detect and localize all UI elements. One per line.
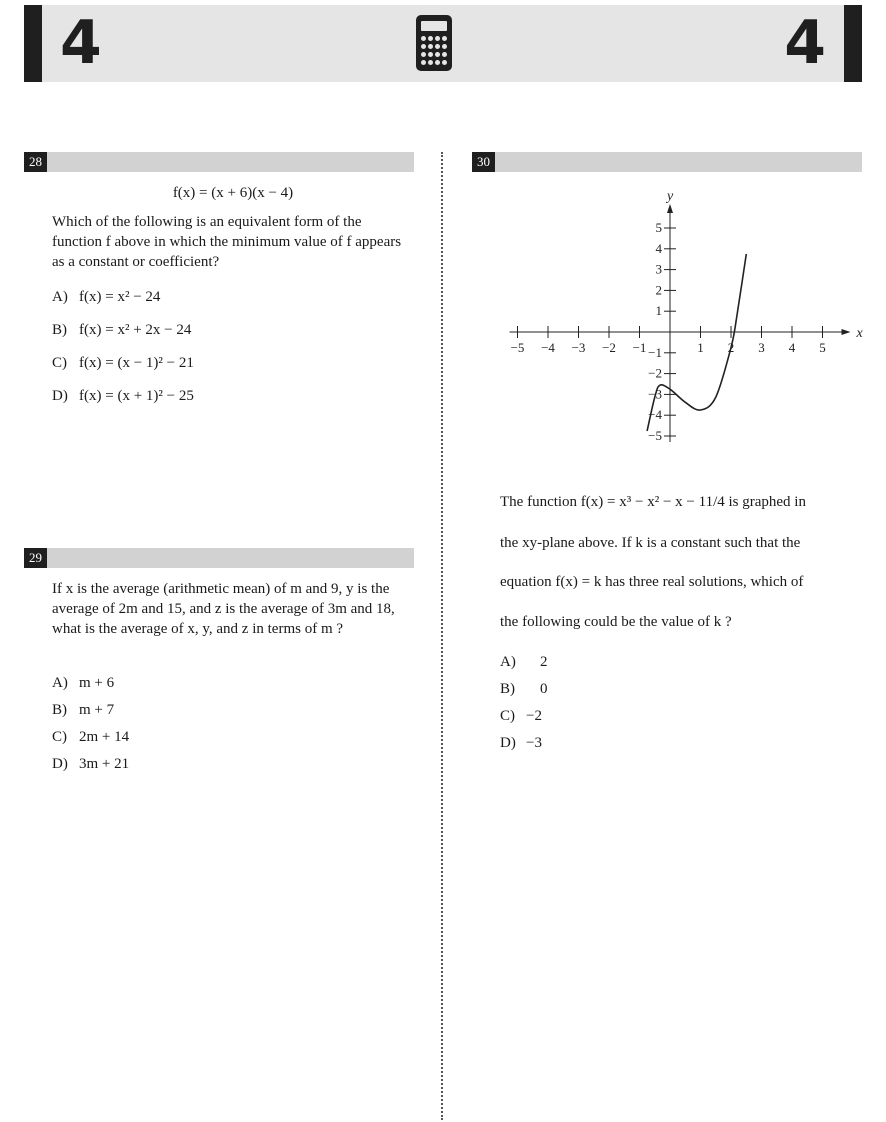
x-axis-arrow [842,329,851,335]
q30-stem-line-1: The function f(x) = x³ − x² − x − 11/4 is graphed in [500,494,806,510]
cubic-function-graph [480,180,880,450]
column-divider [441,152,443,1120]
y-tick-label: 4 [655,240,662,256]
y-tick-label: −2 [648,365,662,381]
x-tick-label: −3 [571,340,586,355]
q28-equation: f(x) = (x + 6)(x − 4) [172,185,294,201]
x-tick-label: 2 [727,340,735,355]
y-tick-label: 1 [655,303,662,319]
q30-choice-c[interactable]: C) −2 [500,708,542,724]
section-header [24,5,862,82]
y-tick-label: −1 [648,344,662,360]
header-right-bar [844,5,862,82]
y-tick-label: −4 [648,407,662,423]
calculator-icon [416,15,452,71]
x-tick-label: 5 [819,340,826,355]
section-number-right: 4 [784,8,826,78]
q29-choice-b[interactable]: B) m + 7 [52,702,115,718]
q30-stem-line-4: the following could be the value of k ? [500,614,732,630]
question-number: 29 [24,548,47,568]
q30-choice-a[interactable]: A) 2 [500,654,548,670]
x-tick-label: −1 [632,340,647,355]
q29-stem: If x is the average (arithmetic mean) of m and 9, y is the average of 2m and 15, and z is the average of 3m and 18, what is the average of x, y, and z in terms of m ? [52,581,395,637]
x-tick-label: −2 [602,340,616,355]
question-number: 30 [472,152,495,172]
q28-choice-d[interactable]: D) f(x) = (x + 1)² − 25 [52,388,194,404]
q30-choice-b[interactable]: B) 0 [500,681,548,697]
q30-stem-line-3: equation f(x) = k has three real solutions, which of [500,574,804,590]
q29-choice-d[interactable]: D) 3m + 21 [52,756,130,772]
q28-choice-a[interactable]: A) f(x) = x² − 24 [52,289,161,305]
q29-choice-a[interactable]: A) m + 6 [52,675,115,691]
y-tick-label: 5 [655,220,662,235]
question-28-bar [24,152,414,172]
x-tick-label: 1 [697,340,704,355]
x-tick-label: 3 [758,340,765,355]
y-tick-label: −5 [648,428,662,443]
y-tick-label: 3 [655,261,662,277]
q28-choice-b[interactable]: B) f(x) = x² + 2x − 24 [52,322,192,338]
section-number-left: 4 [60,8,102,78]
question-number: 28 [24,152,47,172]
y-tick-label: 2 [655,282,662,298]
header-left-bar [24,5,42,82]
q28-choice-c[interactable]: C) f(x) = (x − 1)² − 21 [52,355,194,371]
q30-choice-d[interactable]: D) −3 [500,735,542,751]
x-tick-label: −4 [541,340,555,355]
y-axis-label: y [667,189,674,204]
x-axis-label: x [856,326,863,341]
q28-stem: Which of the following is an equivalent form of the function f above in which the minimum value of f appears as a constant or coefficient? [52,214,402,270]
question-30-bar [472,152,862,172]
y-axis-arrow [667,204,673,213]
x-tick-label: −5 [510,340,525,355]
x-tick-label: 4 [788,340,796,355]
question-29-bar [24,548,414,568]
q29-choice-c[interactable]: C) 2m + 14 [52,729,130,745]
y-tick-label: −3 [648,386,662,402]
q30-stem-line-2: the xy-plane above. If k is a constant such that the [500,535,801,551]
